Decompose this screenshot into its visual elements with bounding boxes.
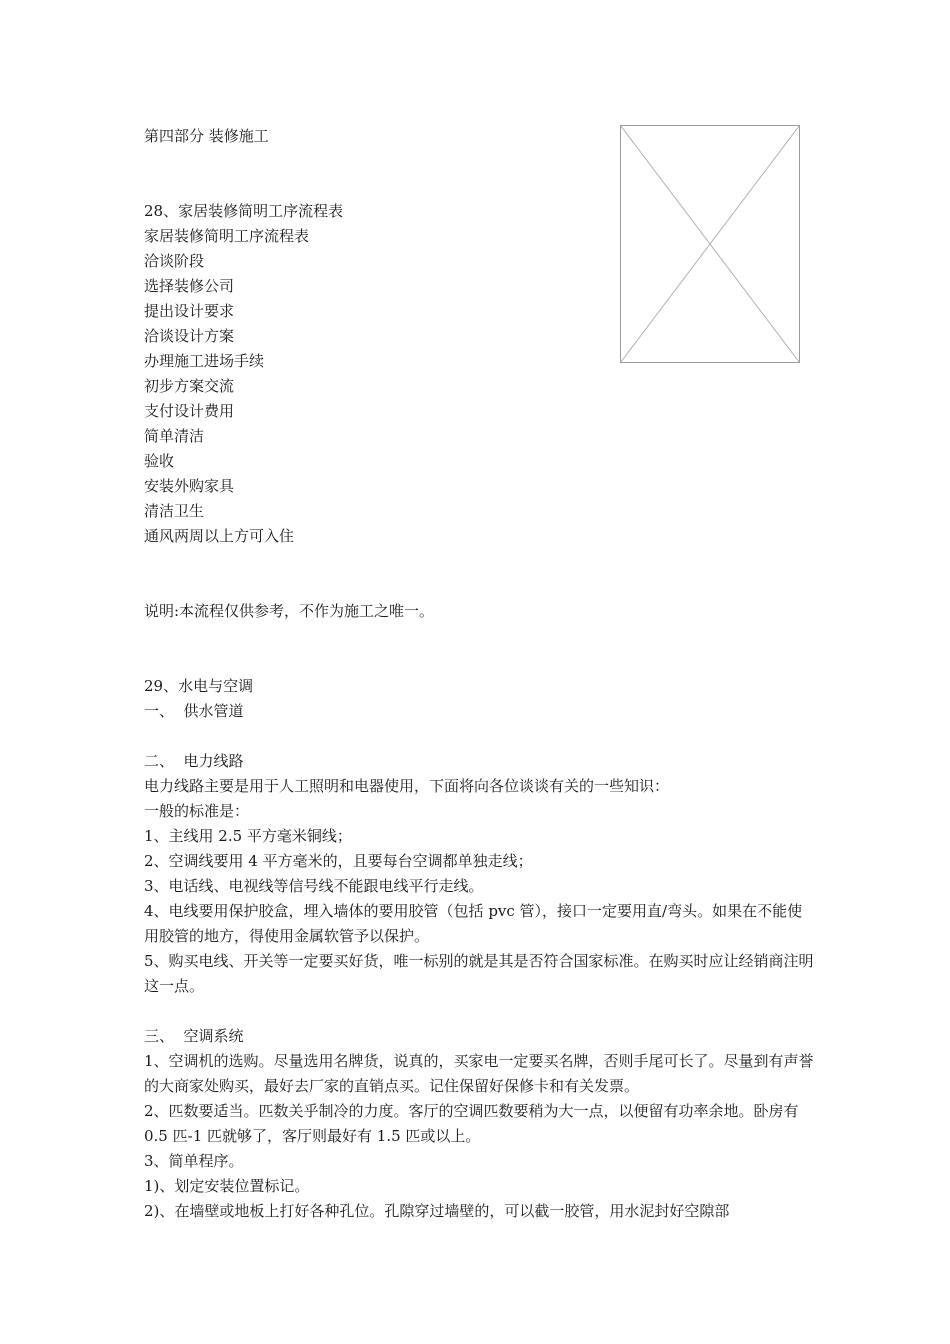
part2-item: 1、主线用 2.5 平方毫米铜线； bbox=[144, 827, 352, 845]
process-step: 验收 bbox=[144, 452, 175, 470]
s28-heading: 28、家居装修简明工序流程表 bbox=[144, 202, 344, 220]
part2-item: 4、电线要用保护胶盒，埋入墙体的要用胶管（包括 pvc 管），接口一定要用直/弯头。如果在不能使用胶管的地方，得使用金属软管予以保护。 bbox=[144, 902, 803, 945]
process-step: 安装外购家具 bbox=[144, 477, 235, 495]
document-body bbox=[144, 124, 816, 1224]
spacer bbox=[144, 149, 816, 199]
part2-item: 3、电话线、电视线等信号线不能跟电线平行走线。 bbox=[144, 877, 484, 895]
part2-item: 5、购买电线、开关等一定要买好货，唯一标别的就是其是否符合国家标准。在购买时应让经销商注明这一点。 bbox=[144, 952, 814, 995]
part2-title: 二、 电力线路 bbox=[144, 752, 244, 770]
s28-note: 说明:本流程仅供参考，不作为施工之唯一。 bbox=[144, 602, 435, 620]
s29-heading: 29、水电与空调 bbox=[144, 677, 254, 695]
process-step: 初步方案交流 bbox=[144, 377, 235, 395]
process-step: 洽谈设计方案 bbox=[144, 327, 235, 345]
part2-item: 2、空调线要用 4 平方毫米的，且要每台空调都单独走线； bbox=[144, 852, 533, 870]
spacer bbox=[144, 549, 816, 599]
part2-intro: 电力线路主要是用于人工照明和电器使用，下面将向各位谈谈有关的一些知识： bbox=[144, 777, 670, 795]
process-step: 通风两周以上方可入住 bbox=[144, 527, 295, 545]
part3-item: 3、简单程序。 bbox=[144, 1152, 244, 1170]
process-step: 洽谈阶段 bbox=[144, 252, 205, 270]
process-step: 选择装修公司 bbox=[144, 277, 235, 295]
process-step: 支付设计费用 bbox=[144, 402, 235, 420]
part3-item: 2)、在墙壁或地板上打好各种孔位。孔隙穿过墙壁的，可以截一胶管，用水泥封好空隙部 bbox=[144, 1202, 730, 1220]
spacer bbox=[144, 624, 816, 674]
part3-item: 1)、划定安装位置标记。 bbox=[144, 1177, 310, 1195]
process-step: 简单清洁 bbox=[144, 427, 205, 445]
process-step: 办理施工进场手续 bbox=[144, 352, 265, 370]
spacer bbox=[144, 999, 816, 1024]
part2-standard: 一般的标准是： bbox=[144, 802, 250, 820]
process-step: 提出设计要求 bbox=[144, 302, 235, 320]
part3-title: 三、 空调系统 bbox=[144, 1027, 244, 1045]
s28-subheading: 家居装修简明工序流程表 bbox=[144, 227, 310, 245]
part3-item: 1、空调机的选购。尽量选用名牌货，说真的，买家电一定要买名牌，否则手尾可长了。尽量到有声誉的大商家处购买，最好去厂家的直销点买。记住保留好保修卡和有关发票。 bbox=[144, 1052, 814, 1095]
process-step: 清洁卫生 bbox=[144, 502, 205, 520]
spacer bbox=[144, 724, 816, 749]
part1-title: 一、 供水管道 bbox=[144, 702, 244, 720]
section-title: 第四部分 装修施工 bbox=[144, 127, 269, 145]
part3-item: 2、匹数要适当。匹数关乎制冷的力度。客厅的空调匹数要稍为大一点，以便留有功率余地。卧房有 0.5 匹-1 匹就够了，客厅则最好有 1.5 匹或以上。 bbox=[144, 1102, 804, 1145]
